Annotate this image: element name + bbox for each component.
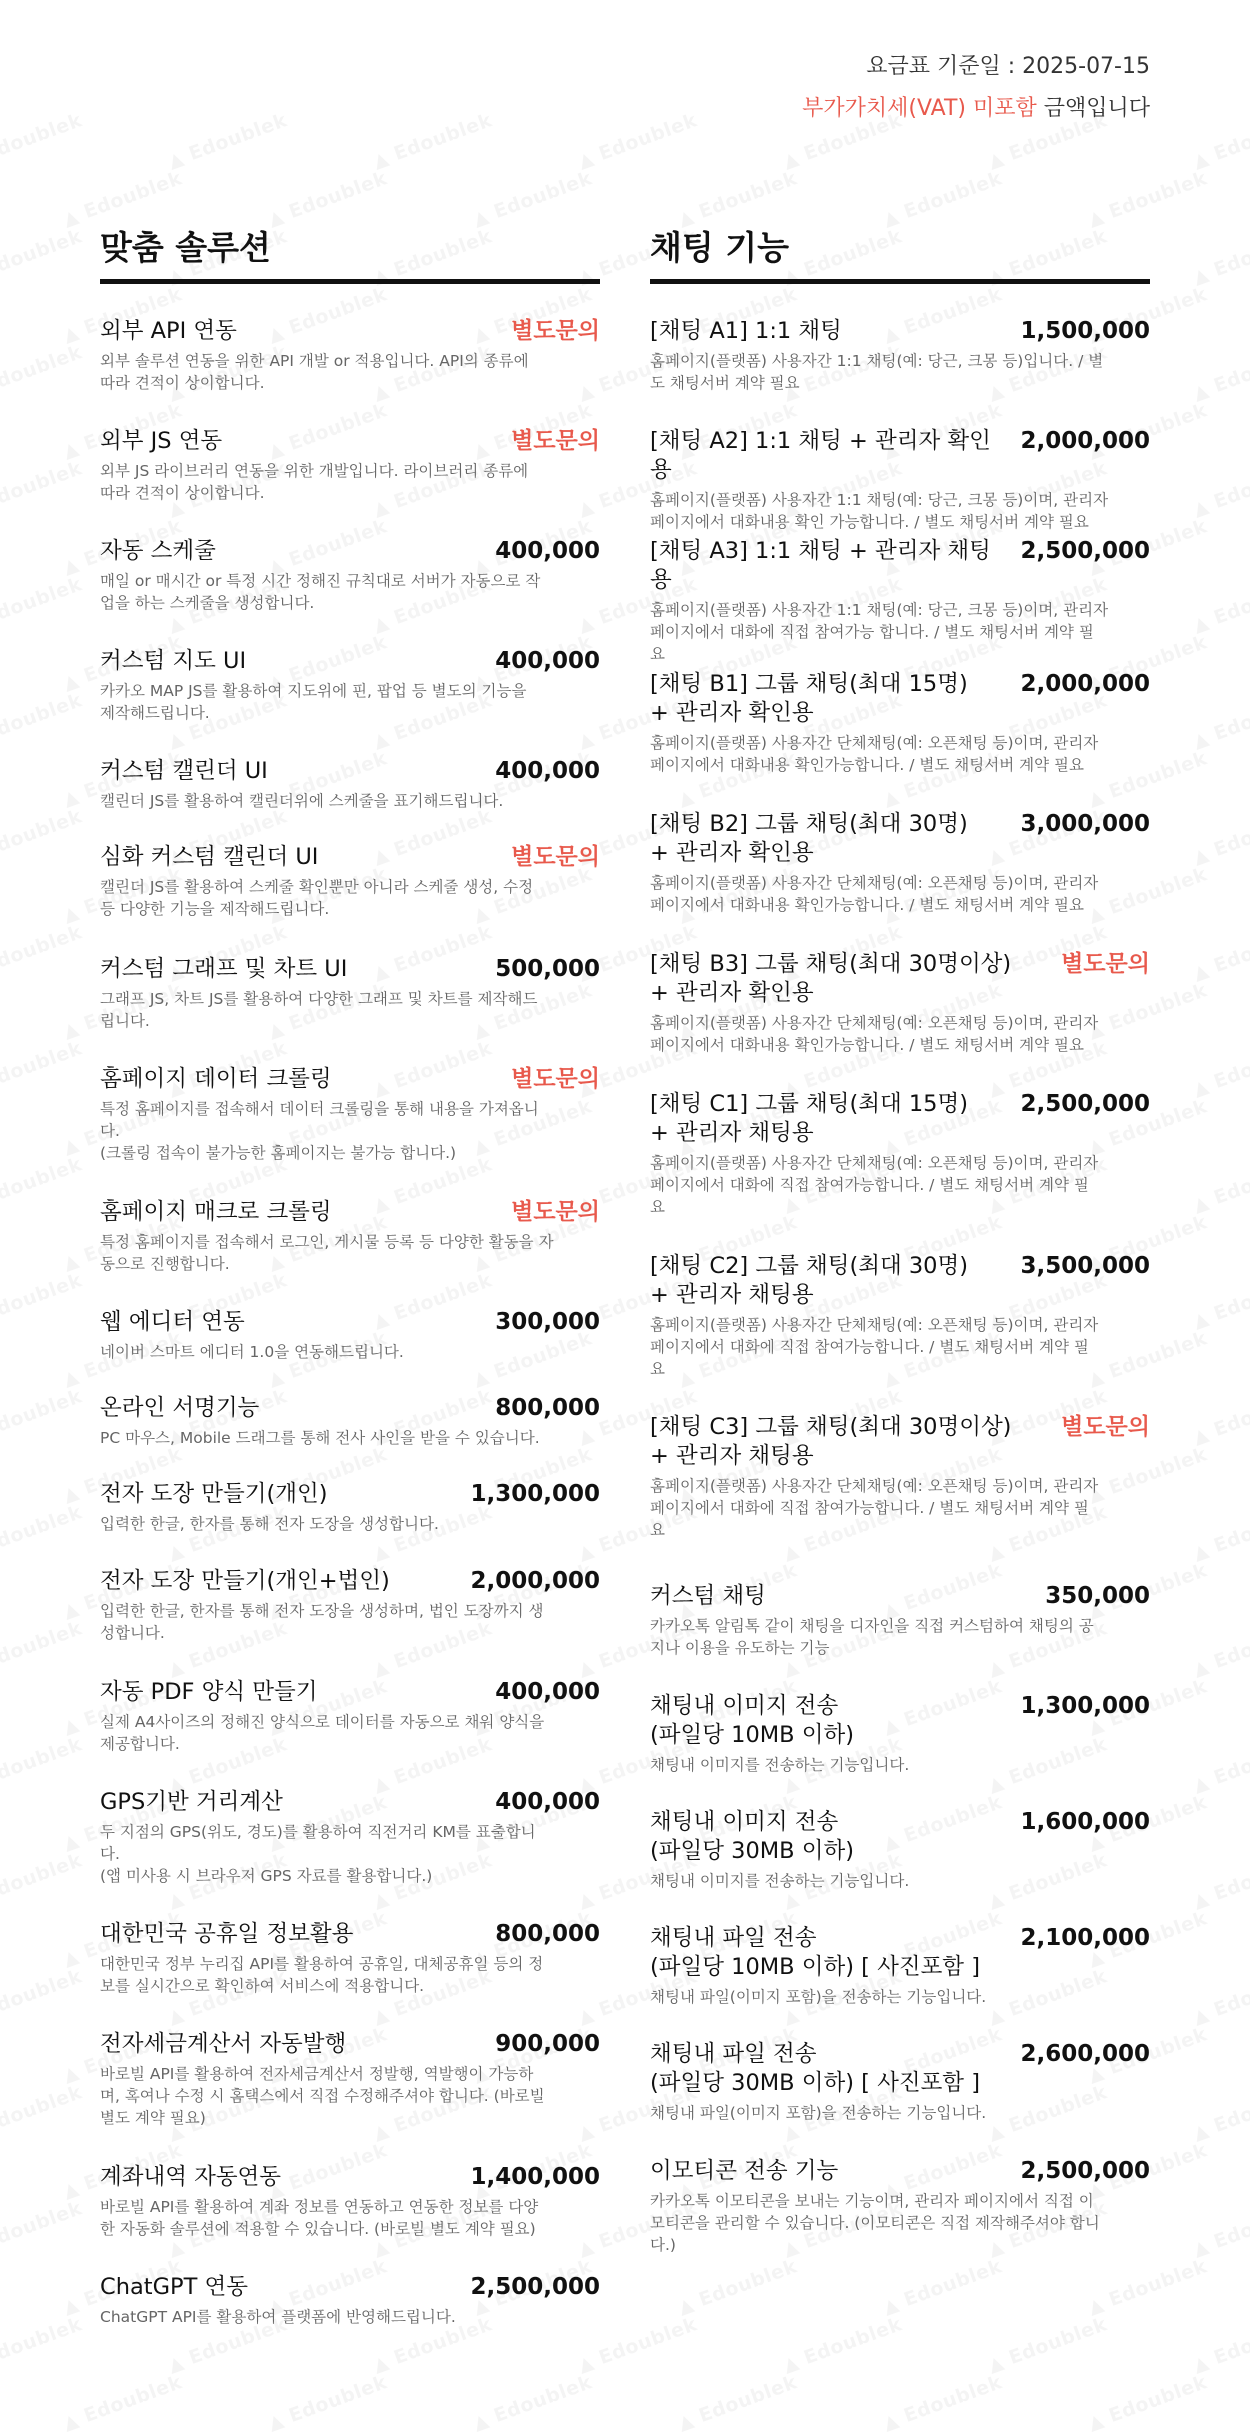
- item-name: 심화 커스텀 캘린더 UI: [100, 844, 319, 870]
- item-name: 온라인 서명기능: [100, 1395, 260, 1421]
- page-header: [802, 50, 1150, 126]
- price-item: [650, 2040, 1150, 2124]
- item-description: 카카오 MAP JS를 활용하여 지도위에 핀, 팝업 등 별도의 기능을 제작해드립니다.: [100, 682, 527, 722]
- price-item-header: [100, 427, 600, 456]
- price-item-header: [100, 1567, 600, 1596]
- price-item-header: [100, 1394, 600, 1423]
- item-description: 채팅내 이미지를 전송하는 기능입니다.: [650, 1872, 910, 1890]
- price-item-header: [650, 950, 1150, 1008]
- price-item: [650, 1252, 1150, 1380]
- item-description: 외부 JS 라이브러리 연동을 위한 개발입니다. 라이브러리 종류에 따라 견적이 상이합니다.: [100, 462, 529, 502]
- item-description: 대한민국 정부 누리집 API를 활용하여 공휴일, 대체공휴일 등의 정 보를 실시간으로 확인하여 서비스에 적용합니다.: [100, 1955, 544, 1995]
- price-item-header: [100, 1920, 600, 1949]
- price-item: [650, 427, 1150, 533]
- price-item-header: [100, 1308, 600, 1337]
- watermark-text: [470, 167, 595, 230]
- watermark-text: [0, 1385, 85, 1448]
- price-item: [100, 2163, 600, 2240]
- item-description: 두 지점의 GPS(위도, 경도)를 활용하여 직전거리 KM를 표출합니 다. (앱 미사용 시 브라우저 GPS 자료를 활용합니다.): [100, 1823, 536, 1885]
- custom-solutions-title: 맞춤 솔루션: [100, 225, 600, 284]
- watermark-text: [0, 1849, 85, 1912]
- item-price: 400,000: [495, 1679, 600, 1705]
- price-item: [100, 843, 600, 920]
- watermark-text: [1190, 457, 1250, 520]
- item-price: 별도문의: [511, 1199, 600, 1225]
- item-description: 홈페이지(플랫폼) 사용자간 1:1 채팅(예: 당근, 크몽 등)이며, 관리자 페이지에서 대화내용 확인 가능합니다. / 별도 채팅서버 계약 필요: [650, 491, 1109, 531]
- item-name: 외부 JS 연동: [100, 428, 223, 454]
- watermark-text: [985, 2313, 1110, 2376]
- watermark-text: [0, 2313, 85, 2376]
- price-item: [650, 1924, 1150, 2008]
- watermark-text: [0, 1037, 85, 1100]
- price-item: [100, 647, 600, 724]
- item-name: 이모티콘 전송 기능: [650, 2158, 839, 2184]
- item-price: 2,500,000: [1020, 538, 1150, 564]
- item-price: 1,400,000: [470, 2164, 600, 2190]
- watermark-text: [1190, 573, 1250, 636]
- watermark-text: [675, 167, 800, 230]
- item-name: 대한민국 공휴일 정보활용: [100, 1921, 354, 1947]
- price-item: [100, 1678, 600, 1755]
- price-item: [100, 1920, 600, 1997]
- watermark-text: [0, 2197, 85, 2260]
- item-description: 그래프 JS, 차트 JS를 활용하여 다양한 그래프 및 차트를 제작해드 립니다.: [100, 990, 538, 1030]
- item-description: 캘린더 JS를 활용하여 캘린더위에 스케줄을 표기해드립니다.: [100, 792, 504, 810]
- item-name: [채팅 C1] 그룹 채팅(최대 15명) + 관리자 채팅용: [650, 1091, 968, 1146]
- item-name: 커스텀 그래프 및 차트 UI: [100, 956, 348, 982]
- watermark-text: [0, 1269, 85, 1332]
- watermark-text: [0, 1733, 85, 1796]
- item-name: 외부 API 연동: [100, 318, 237, 344]
- item-name: 커스텀 채팅: [650, 1583, 766, 1609]
- item-price: 1,300,000: [1020, 1693, 1150, 1719]
- watermark-text: [0, 1617, 85, 1680]
- item-description: 외부 솔루션 연동을 위한 API 개발 or 적용입니다. API의 종류에 따라 견적이 상이합니다.: [100, 352, 529, 392]
- watermark-text: [675, 2255, 800, 2318]
- item-description: 홈페이지(플랫폼) 사용자간 단체채팅(예: 오픈채팅 등)이며, 관리자 페이지에서 대화에 직접 참여가능합니다. / 별도 채팅서버 계약 필 요: [650, 1154, 1099, 1216]
- price-item: [650, 670, 1150, 776]
- item-price: 900,000: [495, 2031, 600, 2057]
- item-name: 채팅내 파일 전송 (파일당 10MB 이하) [ 사진포함 ]: [650, 1925, 980, 1980]
- item-name: [채팅 A2] 1:1 채팅 + 관리자 확인용: [650, 428, 991, 483]
- item-price: 별도문의: [511, 844, 600, 870]
- price-item-header: [100, 1065, 600, 1094]
- item-description: 입력한 한글, 한자를 통해 전자 도장을 생성하며, 법인 도장까지 생 성합니다.: [100, 1602, 544, 1642]
- price-item: [100, 537, 600, 614]
- item-description: 카카오톡 이모티콘을 보내는 기능이며, 관리자 페이지에서 직접 이 모티콘을 관리할 수 있습니다. (이모티콘은 직접 제작해주셔야 합니 다.): [650, 2192, 1100, 2254]
- watermark-text: [60, 2371, 185, 2434]
- price-item-header: [650, 1252, 1150, 1310]
- item-name: [채팅 B1] 그룹 채팅(최대 15명) + 관리자 확인용: [650, 671, 968, 726]
- item-price: 2,600,000: [1020, 2041, 1150, 2067]
- item-price: 2,100,000: [1020, 1925, 1150, 1951]
- price-item: [100, 1567, 600, 1644]
- watermark-text: [60, 167, 185, 230]
- price-item-header: [100, 2163, 600, 2192]
- item-price: 300,000: [495, 1309, 600, 1335]
- item-description: 특정 홈페이지를 접속해서 로그인, 게시물 등록 등 다양한 활동을 자 동으로 진행합니다.: [100, 1233, 554, 1273]
- watermark-text: [0, 457, 85, 520]
- price-item: [100, 1308, 600, 1363]
- price-item-header: [650, 427, 1150, 485]
- watermark-text: [1190, 1153, 1250, 1216]
- chat-features-title: 채팅 기능: [650, 225, 1150, 284]
- item-name: 전자 도장 만들기(개인+법인): [100, 1568, 390, 1594]
- watermark-text: [1190, 1501, 1250, 1564]
- item-price: 별도문의: [1061, 951, 1150, 977]
- item-price: 별도문의: [1061, 1414, 1150, 1440]
- price-item-header: [100, 1678, 600, 1707]
- item-description: 캘린더 JS를 활용하여 스케줄 확인뿐만 아니라 스케줄 생성, 수정 등 다양한 기능을 제작해드립니다.: [100, 878, 534, 918]
- watermark-text: [0, 225, 85, 288]
- price-item: [100, 2273, 600, 2328]
- item-description: 채팅내 이미지를 전송하는 기능입니다.: [650, 1756, 910, 1774]
- item-name: [채팅 C3] 그룹 채팅(최대 30명이상) + 관리자 채팅용: [650, 1414, 1012, 1469]
- watermark-text: [1085, 2371, 1210, 2434]
- item-description: 실제 A4사이즈의 정해진 양식으로 데이터를 자동으로 채워 양식을 제공합니다.: [100, 1713, 545, 1753]
- price-item: [100, 317, 600, 394]
- watermark-text: [370, 109, 495, 172]
- watermark-text: [1190, 689, 1250, 752]
- item-name: [채팅 A1] 1:1 채팅: [650, 318, 842, 344]
- price-item-header: [100, 1480, 600, 1509]
- watermark-text: [265, 2371, 390, 2434]
- watermark-text: [1190, 805, 1250, 868]
- watermark-text: [0, 1965, 85, 2028]
- item-name: 전자세금계산서 자동발행: [100, 2031, 347, 2057]
- watermark-text: [0, 805, 85, 868]
- item-price: 400,000: [495, 1789, 600, 1815]
- item-name: 자동 PDF 양식 만들기: [100, 1679, 318, 1705]
- item-price: 1,500,000: [1020, 318, 1150, 344]
- price-item: [100, 757, 600, 812]
- item-price: 800,000: [495, 1395, 600, 1421]
- watermark-text: [0, 689, 85, 752]
- watermark-text: [675, 2371, 800, 2434]
- watermark-text: [1190, 341, 1250, 404]
- price-item: [100, 1480, 600, 1535]
- item-description: 홈페이지(플랫폼) 사용자간 1:1 채팅(예: 당근, 크몽 등)이며, 관리자 페이지에서 대화에 직접 참여가능 합니다. / 별도 채팅서버 계약 필 요: [650, 601, 1109, 663]
- item-price: 2,500,000: [1020, 2158, 1150, 2184]
- price-item-header: [650, 670, 1150, 728]
- item-name: 채팅내 파일 전송 (파일당 30MB 이하) [ 사진포함 ]: [650, 2041, 980, 2096]
- watermark-text: [1190, 1617, 1250, 1680]
- watermark-text: [0, 109, 85, 172]
- watermark-text: [1190, 109, 1250, 172]
- item-description: 홈페이지(플랫폼) 사용자간 단체채팅(예: 오픈채팅 등)이며, 관리자 페이지에서 대화내용 확인가능합니다. / 별도 채팅서버 계약 필요: [650, 1014, 1099, 1054]
- item-description: 바로빌 API를 활용하여 전자세금계산서 정발행, 역발행이 가능하 며, 혹여나 수정 시 홈택스에서 직접 수정해주셔야 합니다. (바로빌 별도 계약 필요): [100, 2065, 545, 2127]
- price-item: [100, 2030, 600, 2129]
- item-price: 별도문의: [511, 428, 600, 454]
- item-price: 400,000: [495, 538, 600, 564]
- price-item-header: [100, 2030, 600, 2059]
- vat-suffix: 금액입니다: [1036, 96, 1150, 121]
- price-item-header: [650, 317, 1150, 346]
- item-description: 홈페이지(플랫폼) 사용자간 단체채팅(예: 오픈채팅 등)이며, 관리자 페이지에서 대화내용 확인가능합니다. / 별도 채팅서버 계약 필요: [650, 874, 1099, 914]
- watermark-text: [1190, 1733, 1250, 1796]
- watermark-text: [0, 1153, 85, 1216]
- item-price: 2,000,000: [1020, 671, 1150, 697]
- price-item-header: [100, 537, 600, 566]
- price-item: [100, 1788, 600, 1887]
- item-price: 800,000: [495, 1921, 600, 1947]
- chat-features-column: [650, 225, 1150, 2254]
- item-price: 2,500,000: [470, 2274, 600, 2300]
- item-description: 네이버 스마트 에디터 1.0을 연동해드립니다.: [100, 1343, 404, 1361]
- watermark-text: [1190, 1269, 1250, 1332]
- item-price: 1,300,000: [470, 1481, 600, 1507]
- price-item: [650, 2157, 1150, 2256]
- item-price: 2,500,000: [1020, 1091, 1150, 1117]
- item-price: 3,500,000: [1020, 1253, 1150, 1279]
- item-price: 2,000,000: [470, 1568, 600, 1594]
- watermark-text: [0, 341, 85, 404]
- item-name: 채팅내 이미지 전송 (파일당 10MB 이하): [650, 1693, 855, 1748]
- watermark-text: [265, 167, 390, 230]
- item-name: 채팅내 이미지 전송 (파일당 30MB 이하): [650, 1809, 855, 1864]
- item-price: 400,000: [495, 648, 600, 674]
- custom-solutions-column: [100, 225, 600, 2326]
- price-item: [100, 955, 600, 1032]
- price-item: [650, 950, 1150, 1056]
- item-name: 계좌내역 자동연동: [100, 2164, 282, 2190]
- price-item: [100, 1198, 600, 1275]
- price-item: [650, 317, 1150, 394]
- item-price: 3,000,000: [1020, 811, 1150, 837]
- price-item: [100, 427, 600, 504]
- price-item: [100, 1065, 600, 1164]
- price-item: [650, 1582, 1150, 1659]
- item-description: PC 마우스, Mobile 드래그를 통해 전사 사인을 받을 수 있습니다.: [100, 1429, 540, 1447]
- item-description: 특정 홈페이지를 접속해서 데이터 크롤링을 통해 내용을 가져옵니 다. (크롤링 접속이 불가능한 홈페이지는 불가능 합니다.): [100, 1100, 539, 1162]
- watermark-text: [1190, 921, 1250, 984]
- watermark-text: [470, 2371, 595, 2434]
- watermark-text: [0, 1501, 85, 1564]
- price-item-header: [650, 1413, 1150, 1471]
- price-item-header: [650, 1808, 1150, 1866]
- item-description: 홈페이지(플랫폼) 사용자간 단체채팅(예: 오픈채팅 등)이며, 관리자 페이지에서 대화에 직접 참여가능합니다. / 별도 채팅서버 계약 필 요: [650, 1316, 1099, 1378]
- item-name: 자동 스케줄: [100, 538, 216, 564]
- item-price: 별도문의: [511, 318, 600, 344]
- watermark-text: [165, 109, 290, 172]
- item-name: 커스텀 캘린더 UI: [100, 758, 268, 784]
- price-item-header: [100, 2273, 600, 2302]
- watermark-text: [1190, 225, 1250, 288]
- item-name: 커스텀 지도 UI: [100, 648, 247, 674]
- item-price: 2,000,000: [1020, 428, 1150, 454]
- watermark-text: [1190, 2313, 1250, 2376]
- watermark-text: [880, 167, 1005, 230]
- price-item-header: [100, 955, 600, 984]
- watermark-text: [880, 2255, 1005, 2318]
- vat-notice: [802, 92, 1150, 126]
- item-name: [채팅 A3] 1:1 채팅 + 관리자 채팅용: [650, 538, 991, 593]
- price-item-header: [100, 647, 600, 676]
- item-name: 홈페이지 데이터 크롤링: [100, 1066, 332, 1092]
- item-description: 매일 or 매시간 or 특정 시간 정해진 규칙대로 서버가 자동으로 작 업을 하는 스케줄을 생성합니다.: [100, 572, 541, 612]
- item-name: [채팅 B2] 그룹 채팅(최대 30명) + 관리자 확인용: [650, 811, 968, 866]
- price-item: [650, 1692, 1150, 1776]
- price-item: [650, 810, 1150, 916]
- watermark-text: [780, 2313, 905, 2376]
- item-description: 입력한 한글, 한자를 통해 전자 도장을 생성합니다.: [100, 1515, 439, 1533]
- pricing-date: 요금표 기준일 : 2025-07-15: [866, 54, 1150, 79]
- item-description: 홈페이지(플랫폼) 사용자간 1:1 채팅(예: 당근, 크몽 등)입니다. / 별 도 채팅서버 계약 필요: [650, 352, 1104, 392]
- watermark-text: [1085, 167, 1210, 230]
- price-item-header: [650, 810, 1150, 868]
- watermark-text: [1190, 1849, 1250, 1912]
- item-description: 홈페이지(플랫폼) 사용자간 단체채팅(예: 오픈채팅 등)이며, 관리자 페이지에서 대화내용 확인가능합니다. / 별도 채팅서버 계약 필요: [650, 734, 1099, 774]
- item-price: 500,000: [495, 956, 600, 982]
- watermark-text: [0, 573, 85, 636]
- price-item-header: [100, 1788, 600, 1817]
- price-item: [100, 1394, 600, 1449]
- price-item-header: [100, 843, 600, 872]
- item-description: 채팅내 파일(이미지 포함)을 전송하는 기능입니다.: [650, 2104, 987, 2122]
- watermark-text: [1190, 1037, 1250, 1100]
- item-name: 전자 도장 만들기(개인): [100, 1481, 328, 1507]
- watermark-text: [1190, 2081, 1250, 2144]
- price-item: [650, 1808, 1150, 1892]
- price-item-header: [650, 1924, 1150, 1982]
- watermark-text: [0, 2081, 85, 2144]
- item-description: 채팅내 파일(이미지 포함)을 전송하는 기능입니다.: [650, 1988, 987, 2006]
- price-item-header: [650, 1582, 1150, 1611]
- price-item-header: [650, 1692, 1150, 1750]
- item-price: 350,000: [1045, 1583, 1150, 1609]
- vat-excluded-label: 부가가치세(VAT) 미포함: [802, 96, 1037, 121]
- item-name: 웹 에디터 연동: [100, 1309, 245, 1335]
- item-price: 400,000: [495, 758, 600, 784]
- price-item-header: [650, 2040, 1150, 2098]
- item-name: GPS기반 거리계산: [100, 1789, 283, 1815]
- watermark-text: [1190, 1965, 1250, 2028]
- watermark-text: [575, 109, 700, 172]
- item-price: 1,600,000: [1020, 1809, 1150, 1835]
- item-description: ChatGPT API를 활용하여 플랫폼에 반영해드립니다.: [100, 2308, 456, 2326]
- watermark-text: [1190, 1385, 1250, 1448]
- item-price: 별도문의: [511, 1066, 600, 1092]
- price-item: [650, 1413, 1150, 1541]
- item-description: 홈페이지(플랫폼) 사용자간 단체채팅(예: 오픈채팅 등)이며, 관리자 페이지에서 대화에 직접 참여가능합니다. / 별도 채팅서버 계약 필 요: [650, 1477, 1099, 1539]
- price-item-header: [650, 2157, 1150, 2186]
- price-item-header: [100, 757, 600, 786]
- watermark-text: [880, 2371, 1005, 2434]
- price-item: [650, 537, 1150, 665]
- item-name: [채팅 B3] 그룹 채팅(최대 30명이상) + 관리자 확인용: [650, 951, 1012, 1006]
- item-name: [채팅 C2] 그룹 채팅(최대 30명) + 관리자 채팅용: [650, 1253, 968, 1308]
- price-item-header: [100, 317, 600, 346]
- price-item-header: [650, 1090, 1150, 1148]
- price-item: [650, 1090, 1150, 1218]
- item-description: 카카오톡 알림톡 같이 채팅을 디자인을 직접 커스텀하여 채팅의 공 지나 이용을 유도하는 기능: [650, 1617, 1094, 1657]
- item-description: 바로빌 API를 활용하여 계좌 정보를 연동하고 연동한 정보를 다양 한 자동화 솔루션에 적용할 수 있습니다. (바로빌 별도 계약 필요): [100, 2198, 539, 2238]
- item-name: ChatGPT 연동: [100, 2274, 248, 2300]
- watermark-text: [1085, 2255, 1210, 2318]
- price-item-header: [100, 1198, 600, 1227]
- watermark-text: [0, 921, 85, 984]
- item-name: 홈페이지 매크로 크롤링: [100, 1199, 332, 1225]
- price-item-header: [650, 537, 1150, 595]
- watermark-text: [1190, 2197, 1250, 2260]
